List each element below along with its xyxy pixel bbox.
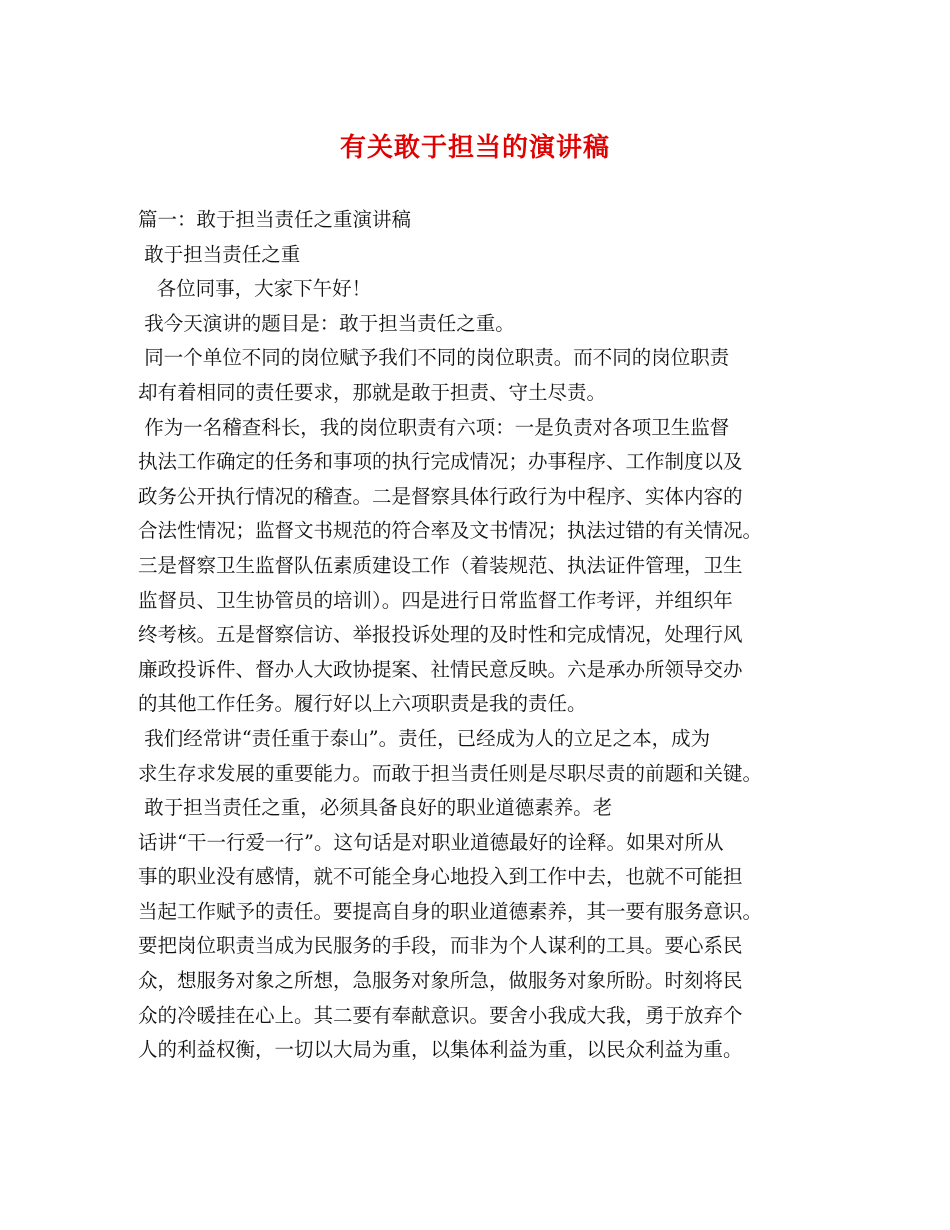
text-line: 合法性情况；监督文书规范的符合率及文书情况；执法过错的有关情况。 (138, 519, 763, 543)
text-line: 终考核。五是督察信访、举报投诉处理的及时性和完成情况，处理行风 (138, 623, 743, 647)
text-line: 我们经常讲“责任重于泰山”。责任，已经成为人的立足之本，成为 (138, 726, 711, 750)
text-line: 求生存求发展的重要能力。而敢于担当责任则是尽职尽责的前题和关键。 (138, 761, 763, 785)
text-line: 执法工作确定的任务和事项的执行完成情况；办事程序、工作制度以及 (138, 450, 743, 474)
text-line: 却有着相同的责任要求，那就是敢于担责、守土尽责。 (138, 380, 607, 404)
text-line: 话讲“干一行爱一行”。这句话是对职业道德最好的诠释。如果对所从 (138, 830, 724, 854)
text-line: 廉政投诉件、督办人大政协提案、社情民意反映。六是承办所领导交办 (138, 657, 743, 681)
text-line: 众，想服务对象之所想，急服务对象所急，做服务对象所盼。时刻将民 (138, 969, 743, 993)
text-line: 政务公开执行情况的稽查。二是督察具体行政行为中程序、实体内容的 (138, 484, 743, 508)
text-line: 我今天演讲的题目是：敢于担当责任之重。 (138, 311, 515, 335)
text-line: 事的职业没有感情，就不可能全身心地投入到工作中去，也就不可能担 (138, 865, 743, 889)
text-line: 的其他工作任务。履行好以上六项职责是我的责任。 (138, 692, 587, 716)
text-line: 敢于担当责任之重 (138, 242, 301, 266)
text-line: 各位同事，大家下午好！ (138, 277, 372, 301)
text-line: 三是督察卫生监督队伍素质建设工作（着装规范、执法证件管理，卫生 (138, 553, 743, 577)
text-line: 同一个单位不同的岗位赋予我们不同的岗位职责。而不同的岗位职责 (138, 346, 730, 370)
text-line: 众的冷暖挂在心上。其二要有奉献意识。要舍小我成大我，勇于放弃个 (138, 1003, 743, 1027)
text-line: 作为一名稽查科长，我的岗位职责有六项：一是负责对各项卫生监督 (138, 415, 730, 439)
text-line: 敢于担当责任之重，必须具备良好的职业道德素养。老 (138, 796, 613, 820)
text-line: 篇一：敢于担当责任之重演讲稿 (138, 208, 412, 231)
text-line: 当起工作赋予的责任。要提高自身的职业道德素养，其一要有服务意识。 (138, 899, 763, 923)
text-line: 要把岗位职责当成为民服务的手段，而非为个人谋利的工具。要心系民 (138, 934, 743, 958)
text-line: 人的利益权衡，一切以大局为重，以集体利益为重，以民众利益为重。 (138, 1038, 743, 1062)
document-body (138, 203, 828, 1068)
document-title: 有关敢于担当的演讲稿 (339, 133, 610, 163)
text-line: 监督员、卫生协管员的培训）。四是进行日常监督工作考评，并组织年 (138, 588, 733, 612)
